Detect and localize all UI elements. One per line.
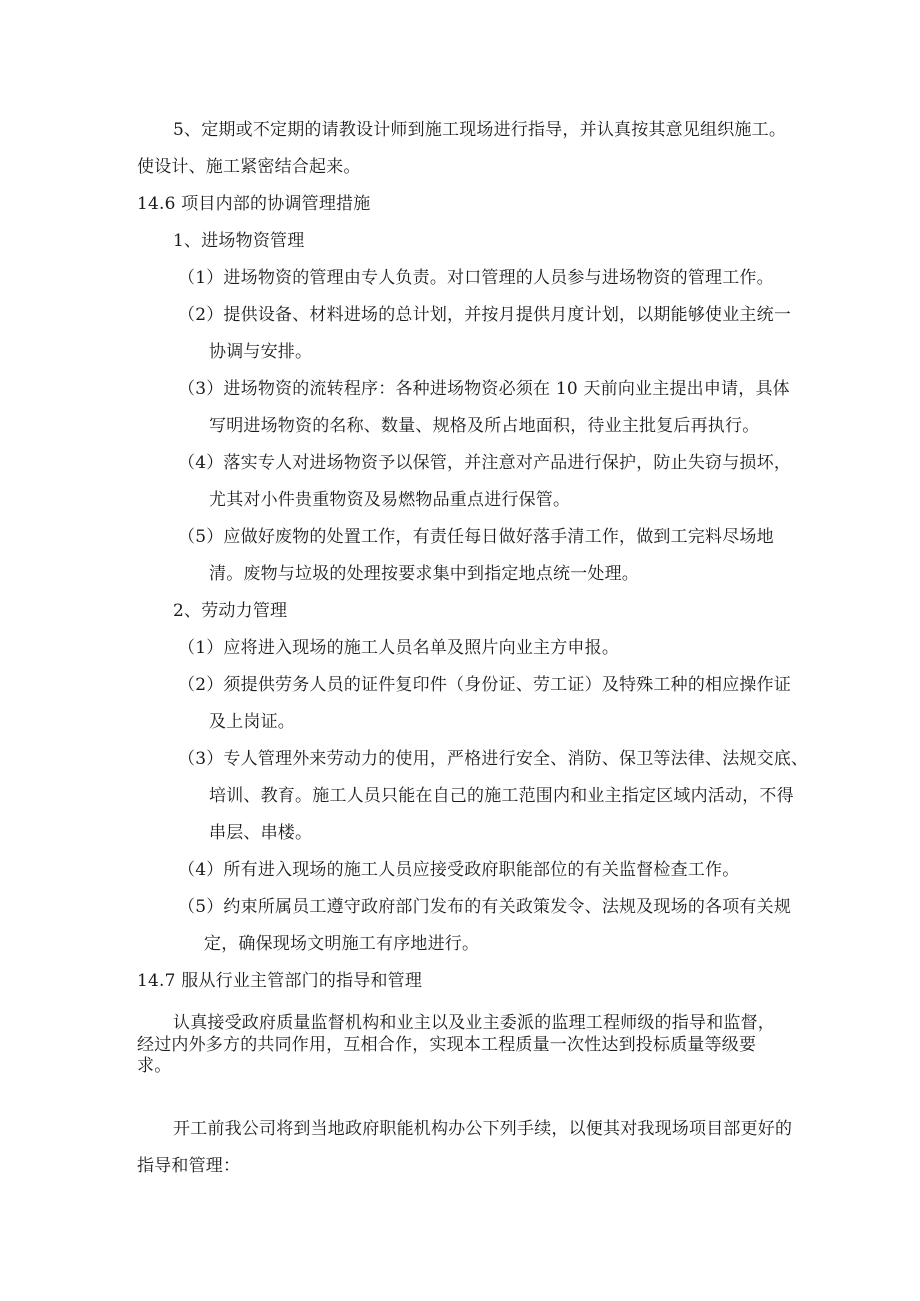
paragraph-line: 指导和管理： [137, 1156, 241, 1176]
list-item-continuation: 清。废物与垃圾的处理按要求集中到指定地点统一处理。 [209, 564, 639, 584]
list-item-line: （3）专人管理外来劳动力的使用，严格进行安全、消防、保卫等法律、法规交底、 [178, 749, 809, 769]
list-item-line: （3）进场物资的流转程序：各种进场物资必须在 10 天前向业主提出申请，具体 [178, 379, 790, 399]
paragraph-line: 认真接受政府质量监督机构和业主以及业主委派的监理工程师级的指导和监督， [173, 1013, 775, 1033]
paragraph-line: 求。 [137, 1056, 172, 1076]
list-item-line: （4）所有进入现场的施工人员应接受政府职能部位的有关监督检查工作。 [178, 860, 740, 880]
subsection-heading: 1、进场物资管理 [173, 231, 305, 251]
list-item-line: （2）提供设备、材料进场的总计划，并按月提供月度计划，以期能够使业主统一 [178, 305, 792, 325]
list-item-line: （2）须提供劳务人员的证件复印件（身份证、劳工证）及特殊工种的相应操作证 [178, 675, 792, 695]
section-heading: 14.7 服从行业主管部门的指导和管理 [137, 971, 423, 991]
list-item-line: （1）应将进入现场的施工人员名单及照片向业主方申报。 [178, 638, 620, 658]
list-item-continuation: 尤其对小件贵重物资及易燃物品重点进行保管。 [209, 490, 571, 510]
list-item-continuation: 培训、教育。施工人员只能在自己的施工范围内和业主指定区域内活动，不得 [209, 786, 794, 806]
paragraph-line: 5、定期或不定期的请教设计师到施工现场进行指导，并认真按其意见组织施工。 [173, 120, 787, 140]
list-item-continuation: 协调与安排。 [209, 342, 313, 362]
list-item-continuation: 定，确保现场文明施工有序地进行。 [204, 934, 480, 954]
list-item-continuation: 及上岗证。 [209, 712, 295, 732]
list-item-line: （5）约束所属员工遵守政府部门发布的有关政策发令、法规及现场的各项有关规 [178, 897, 792, 917]
paragraph-line: 使设计、施工紧密结合起来。 [137, 157, 361, 177]
list-item-line: （4）落实专人对进场物资予以保管，并注意对产品进行保护，防止失窃与损坏， [178, 453, 792, 473]
section-heading: 14.6 项目内部的协调管理措施 [137, 194, 371, 214]
list-item-continuation: 串层、串楼。 [209, 823, 313, 843]
list-item-line: （1）进场物资的管理由专人负责。对口管理的人员参与进场物资的管理工作。 [178, 268, 774, 288]
list-item-line: （5）应做好废物的处置工作，有责任每日做好落手清工作，做到工完料尽场地 [178, 527, 774, 547]
paragraph-line: 开工前我公司将到当地政府职能机构办公下列手续，以便其对我现场项目部更好的 [173, 1119, 793, 1139]
list-item-continuation: 写明进场物资的名称、数量、规格及所占地面积，待业主批复后再执行。 [209, 416, 760, 436]
paragraph-line: 经过内外多方的共同作用，互相合作，实现本工程质量一次性达到投标质量等级要 [137, 1035, 757, 1055]
subsection-heading: 2、劳动力管理 [173, 601, 288, 621]
